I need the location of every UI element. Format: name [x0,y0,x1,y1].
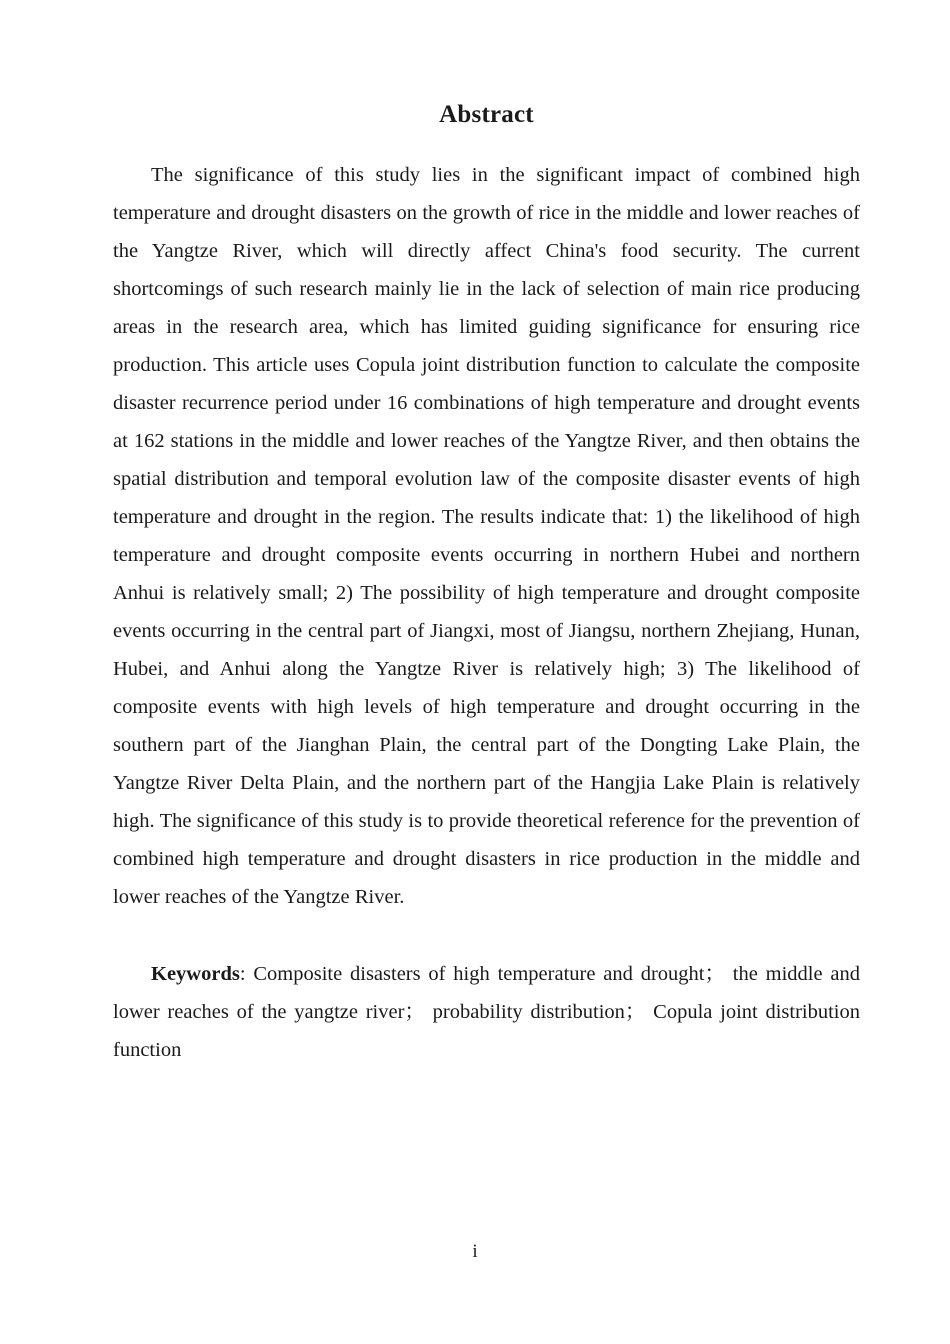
page-content [113,0,860,1069]
page-title: Abstract [439,101,534,128]
keywords-list: Composite disasters of high temperature and drought； the middle and lower reaches of the yangtze river； probability distribution； Copula joint distribution function [113,963,860,1061]
page-number-footer: i [472,1241,478,1262]
abstract-paragraph: The significance of this study lies in the significant impact of combined high temperature and drought disasters on the growth of rice in the middle and lower reaches of the Yangtze River, which will directly affect China's food security. The current shortcomings of such research mainly lie in the lack of selection of main rice producing areas in the research area, which has limited guiding significance for ensuring rice production. This article uses Copula joint distribution function to calculate the composite disaster recurrence period under 16 combinations of high temperature and drought events at 162 stations in the middle and lower reaches of the Yangtze River, and then obtains the spatial distribution and temporal evolution law of the composite disaster events of high temperature and drought in the region. The results indicate that: 1) the likelihood of high temperature and drought composite events occurring in northern Hubei and northern Anhui is relatively small; 2) The possibility of high temperature and drought composite events occurring in the central part of Jiangxi, most of Jiangsu, northern Zhejiang, Hunan, Hubei, and Anhui along the Yangtze River is relatively high; 3) The likelihood of composite events with high levels of high temperature and drought occurring in the southern part of the Jianghan Plain, the central part of the Dongting Lake Plain, the Yangtze River Delta Plain, and the northern part of the Hangjia Lake Plain is relatively high. The significance of this study is to provide theoretical reference for the prevention of combined high temperature and drought disasters in rice production in the middle and lower reaches of the Yangtze River. [113,164,860,908]
keywords-section [113,916,860,1069]
keywords-label: Keywords [151,963,240,985]
keywords-separator: : [239,963,254,985]
